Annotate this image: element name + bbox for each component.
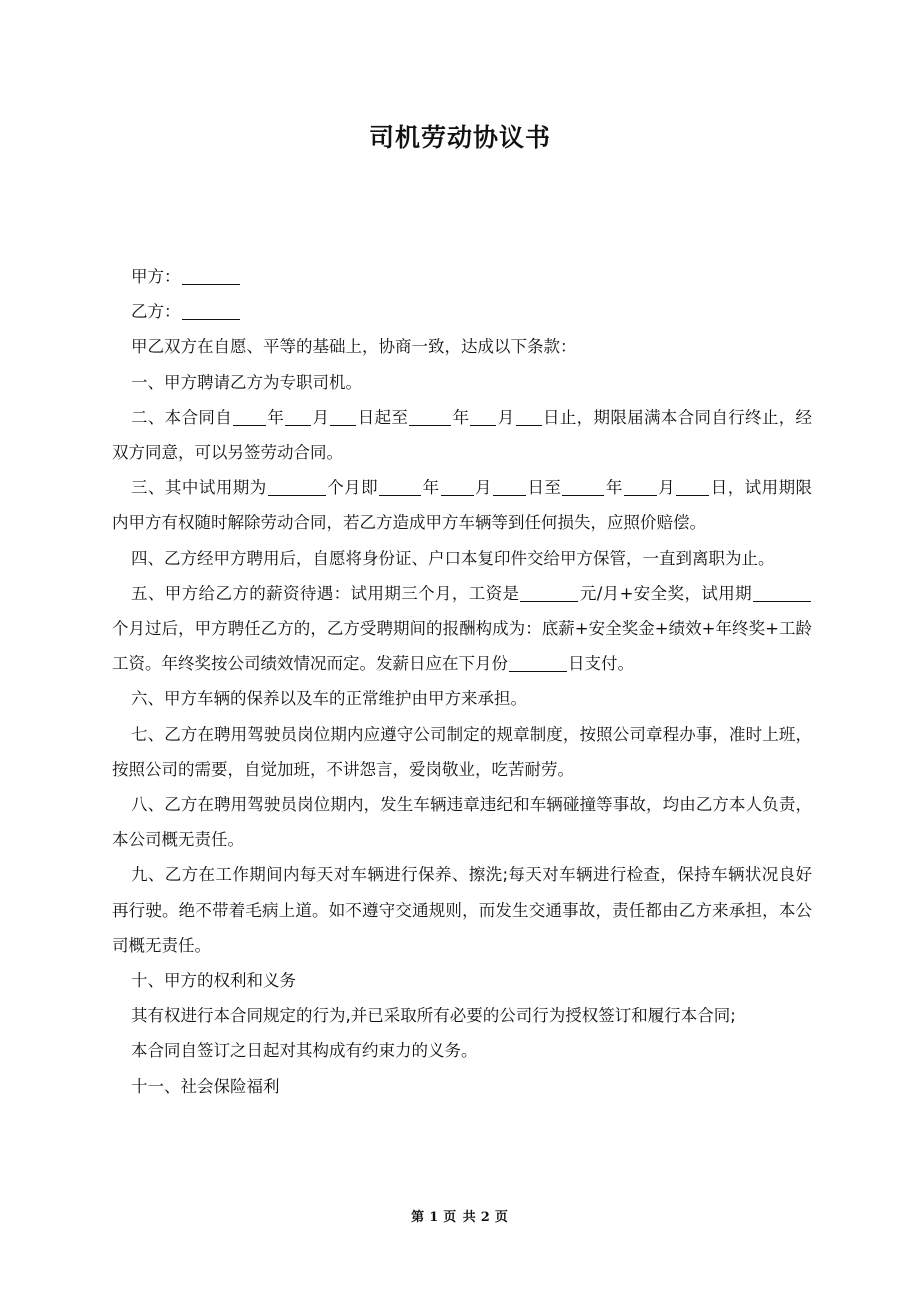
footer-middle: 页 共 xyxy=(443,1210,477,1225)
blank xyxy=(520,583,578,602)
clause-10-text-1: 其有权进行本合同规定的行为,并已采取所有必要的公司行为授权签订和履行本合同; xyxy=(131,1006,736,1026)
clause-8: 八、乙方在聘用驾驶员岗位期内，发生车辆违章违纪和车辆碰撞等事故，均由乙方本人负责，本公司概无责任。 xyxy=(112,795,812,850)
clause-2-text: 二、本合同自 xyxy=(131,407,233,427)
clause-3-text: 日，试用期限内甲方有权随时解除劳动合同，若乙方造成甲方车辆等到任何损失，应照价赔偿。 xyxy=(112,478,813,533)
footer-page-number: 1 xyxy=(429,1210,440,1225)
intro-paragraph: 甲乙双方在自愿、平等的基础上，协商一致，达成以下条款： xyxy=(131,337,577,357)
clause-2-text: 日止，期限届满本合同自行终止，经双方同意，可以另签劳动合同。 xyxy=(112,407,813,463)
clause-5-text: 五、甲方给乙方的薪资待遇：试用期三个月，工资是 xyxy=(131,583,520,603)
blank xyxy=(268,477,326,496)
clause-5-text: 个月过后，甲方聘任乙方的，乙方受聘期间的报酬构成为：底薪+安全奖金+绩效+年终奖+工龄工资。年终奖按公司绩效情况而定。发薪日应在下月份 xyxy=(112,619,812,674)
blank xyxy=(676,477,709,496)
clause-6: 六、甲方车辆的保养以及车的正常维护由甲方来承担。 xyxy=(131,689,527,709)
clause-9: 九、乙方在工作期间内每天对车辆进行保养、擦洗;每天对车辆进行检查，保持车辆状况良好再行驶。绝不带着毛病上道。如不遵守交通规则，而发生交通事故，责任都由乙方来承担，本公司概无责任。 xyxy=(112,865,812,955)
footer-total-pages: 2 xyxy=(480,1210,491,1225)
clause-7: 七、乙方在聘用驾驶员岗位期内应遵守公司制定的规章制度，按照公司章程办事，准时上班，按照公司的需要，自觉加班，不讲怨言，爱岗敬业，吃苦耐劳。 xyxy=(112,724,812,779)
clause-3 xyxy=(112,470,812,540)
clause-11-heading: 十一、社会保险福利 xyxy=(131,1076,280,1096)
blank xyxy=(470,407,496,426)
party-b-line xyxy=(112,294,812,329)
clause-5-text: 元/月+安全奖，试用期 xyxy=(579,583,753,603)
document-body xyxy=(112,259,812,1104)
clause-10-text-2: 本合同自签订之日起对其构成有约束力的义务。 xyxy=(131,1041,478,1061)
clause-3-text: 三、其中试用期为 xyxy=(131,478,267,498)
clause-5-text: 日支付。 xyxy=(568,654,634,674)
blank xyxy=(624,477,657,496)
document-title: 司机劳动协议书 xyxy=(368,123,551,152)
clause-10-heading: 十、甲方的权利和义务 xyxy=(131,971,296,991)
party-a-label: 甲方： xyxy=(131,267,181,286)
page-footer xyxy=(0,1206,920,1225)
party-b-label: 乙方： xyxy=(131,302,181,322)
party-a-blank xyxy=(182,266,240,285)
party-b-blank xyxy=(182,301,240,320)
clause-2 xyxy=(112,400,812,470)
clause-2-text: 年 xyxy=(267,407,285,427)
footer-suffix: 页 xyxy=(494,1210,509,1225)
footer-prefix: 第 xyxy=(411,1210,426,1225)
clause-1: 一、甲方聘请乙方为专职司机。 xyxy=(131,372,362,392)
clause-4: 四、乙方经甲方聘用后，自愿将身份证、户口本复印件交给甲方保管，一直到离职为止。 xyxy=(131,548,775,568)
party-a-line xyxy=(112,259,812,294)
blank xyxy=(562,477,604,496)
clause-3-text: 月 xyxy=(474,478,492,498)
clause-2-text: 月 xyxy=(312,407,330,427)
blank xyxy=(409,407,451,426)
clause-3-text: 月 xyxy=(657,478,676,498)
blank xyxy=(441,477,474,496)
clause-2-text: 年 xyxy=(452,407,470,427)
blank xyxy=(379,477,421,496)
blank xyxy=(330,407,356,426)
clause-5 xyxy=(112,576,812,682)
clause-3-text: 年 xyxy=(605,478,623,498)
clause-2-text: 月 xyxy=(497,407,515,427)
blank xyxy=(233,407,266,426)
blank xyxy=(516,407,542,426)
clause-3-text: 个月即 xyxy=(326,478,379,498)
clause-3-text: 年 xyxy=(422,478,440,498)
clause-3-text: 日至 xyxy=(526,478,562,498)
blank xyxy=(509,653,567,672)
blank xyxy=(493,477,526,496)
blank xyxy=(285,407,311,426)
clause-2-text: 日起至 xyxy=(357,407,409,427)
blank xyxy=(753,583,811,602)
